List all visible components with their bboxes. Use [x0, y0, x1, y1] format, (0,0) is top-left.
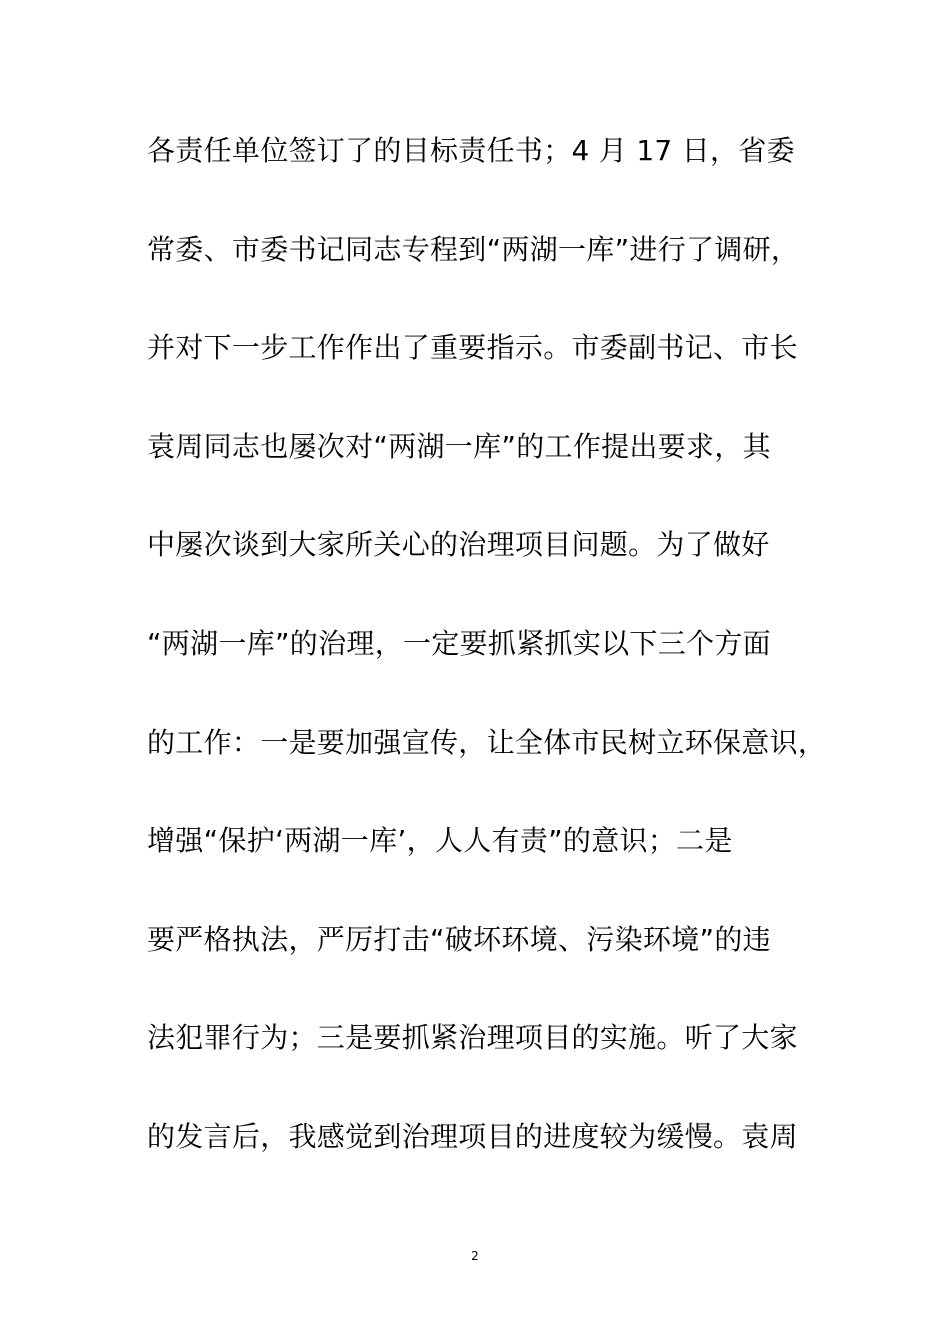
- text-line: 法犯罪行为；三是要抓紧治理项目的实施。听了大家: [147, 1021, 798, 1055]
- text-line: 的发言后，我感觉到治理项目的进度较为缓慢。袁周: [147, 1119, 798, 1153]
- body-text: [147, 126, 827, 1211]
- text-line: 袁周同志也屡次对“两湖一库”的工作提出要求，其: [147, 429, 771, 463]
- text-line: 要严格执法，严厉打击“破坏环境、污染环境”的违: [147, 922, 771, 956]
- text-line: 增强“保护‘两湖一库’，人人有责”的意识；二是: [147, 824, 733, 858]
- text-line: 并对下一步工作作出了重要指示。市委副书记、市长: [147, 331, 798, 365]
- text-line: 的工作：一是要加强宣传，让全体市民树立环保意识，: [147, 725, 827, 759]
- text-line: 中屡次谈到大家所关心的治理项目问题。为了做好: [147, 528, 770, 562]
- text-line: 各责任单位签订了的目标责任书；4 月 17 日，省委: [147, 134, 795, 167]
- page-number: 2: [471, 1249, 479, 1263]
- text-line: 常委、市委书记同志专程到“两湖一库”进行了调研，: [147, 232, 800, 266]
- text-line: “两湖一库”的治理，一定要抓紧抓实以下三个方面: [147, 626, 771, 660]
